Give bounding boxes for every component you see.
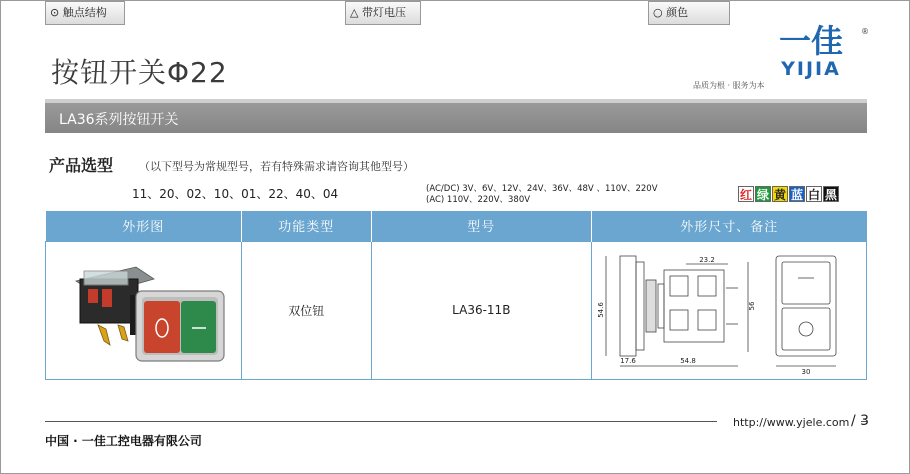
selection-heading: 产品选型: [49, 156, 114, 175]
footer-divider: [45, 421, 717, 422]
series-bar: [45, 99, 867, 133]
table-header-row: [46, 211, 867, 241]
color-option: [648, 1, 730, 25]
header-model: 型号: [371, 211, 591, 241]
function-cell: 双位钮: [241, 241, 371, 379]
color-chips: [738, 184, 840, 203]
slogan: 品质为根 · 服务为本: [693, 81, 765, 90]
dim-face-height: 56: [748, 301, 756, 310]
lamp-voltage-line1: (AC/DC) 3V、6V、12V、24V、36V、48V 、110V、220V: [426, 184, 658, 194]
logo-cn-text: 一佳: [778, 22, 844, 60]
button-switch-image: [58, 249, 228, 369]
color-chip: 红: [739, 188, 752, 202]
registered-mark: ®: [861, 27, 869, 36]
color-chip: 黄: [773, 188, 786, 202]
page-number: / 3: [851, 413, 870, 429]
header-function: 功能类型: [241, 211, 371, 241]
radio-icon: ⊙: [50, 6, 60, 19]
lamp-voltage-line2: (AC) 110V、220V、380V: [426, 195, 531, 205]
color-label: 颜色: [666, 6, 689, 19]
dim-top: 23.2: [699, 255, 715, 264]
circle-icon: ○: [653, 6, 663, 19]
model-cell: LA36-11B: [371, 241, 591, 379]
triangle-icon: △: [350, 6, 359, 19]
color-chip: 白: [807, 188, 820, 202]
color-chip: 黑: [824, 188, 837, 202]
color-chip: 蓝: [790, 188, 803, 202]
header-shape: 外形图: [46, 211, 242, 241]
dim-depth-body: 54.8: [680, 356, 696, 365]
spec-table: [45, 211, 867, 380]
dimensions-cell: [592, 241, 867, 379]
dim-height: 54.6: [597, 301, 605, 318]
color-chip: 绿: [756, 188, 769, 202]
product-image-cell: [46, 241, 242, 379]
header-dimensions: 外形尺寸、备注: [592, 211, 867, 241]
selection-note: （以下型号为常规型号，若有特殊需求请咨询其他型号）: [139, 160, 414, 173]
website-link[interactable]: http://www.yjele.com: [733, 416, 850, 429]
dim-depth-front: 17.6: [620, 356, 636, 365]
page-title: 按钮开关Φ22: [51, 56, 228, 89]
table-row: [46, 241, 867, 379]
logo-latin-text: YIJIA: [781, 58, 841, 80]
yijia-logo: [753, 19, 873, 79]
series-label: LA36系列按钮开关: [59, 112, 179, 128]
contacts-values: 11、20、02、10、01、22、40、04: [132, 187, 339, 201]
contacts-option: [45, 1, 125, 25]
lamp-voltage-option: [345, 1, 421, 25]
company-name: 中国 · 一佳工控电器有限公司: [45, 434, 202, 448]
dim-width: 30: [801, 367, 811, 376]
dimension-drawing: [598, 244, 860, 374]
lamp-voltage-label: 带灯电压: [361, 6, 406, 19]
contacts-label: 触点结构: [62, 6, 107, 19]
